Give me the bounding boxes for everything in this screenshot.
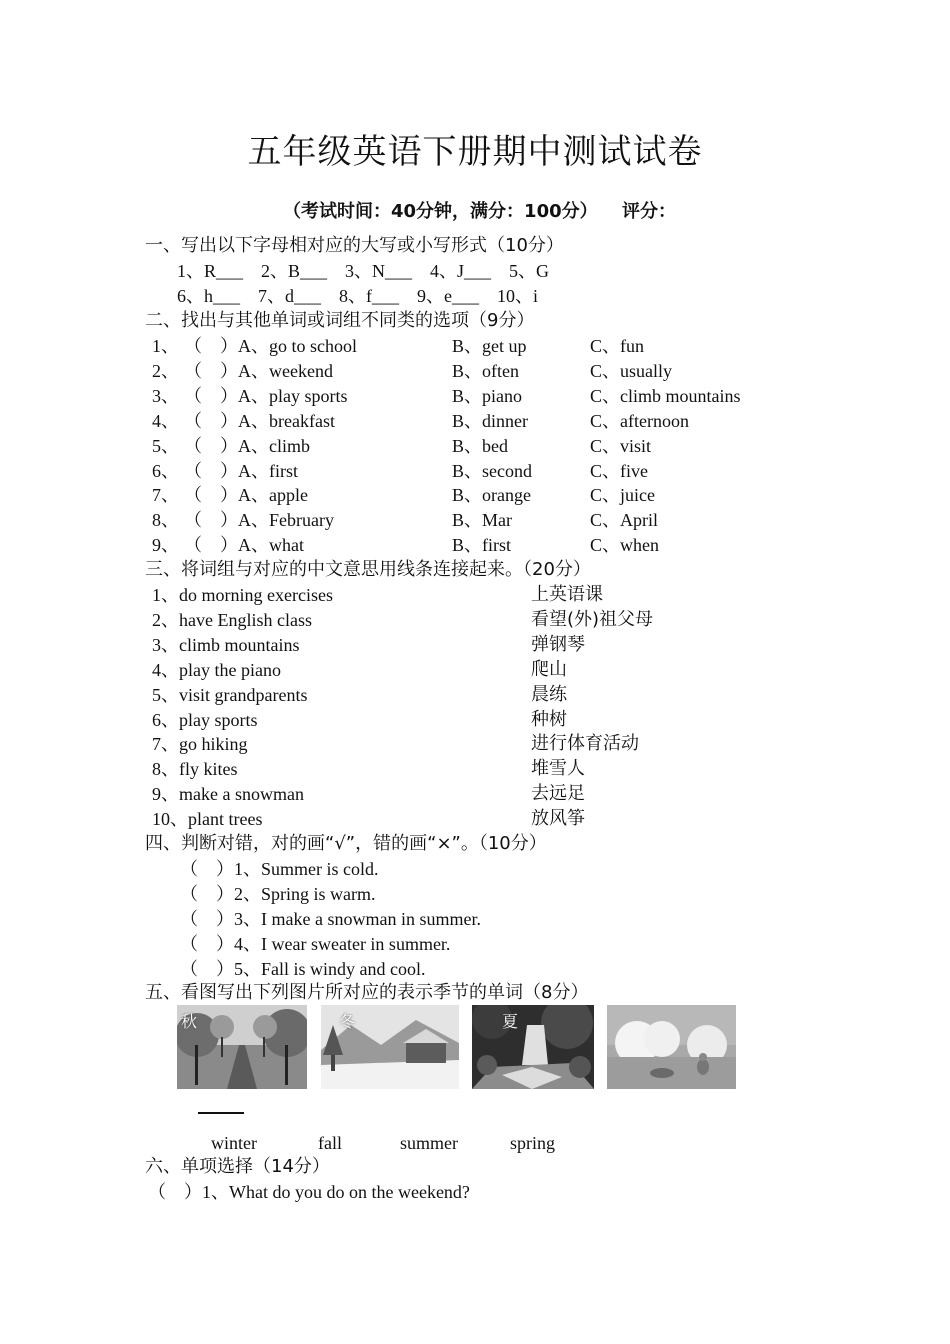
section3-meaning: 种树 [531, 708, 567, 730]
section3-phrase: 10、plant trees [152, 809, 263, 830]
section2-option-a: A、weekend [238, 360, 333, 381]
section3-phrase: 7、go hiking [152, 734, 248, 755]
page-title: 五年级英语下册期中测试试卷 [247, 132, 703, 172]
winter-picture [321, 1005, 459, 1089]
exam-info: （考试时间：40分钟，满分：100分） [283, 201, 598, 222]
section2-option-b: B、dinner [452, 410, 528, 431]
section3-phrase: 5、visit grandparents [152, 684, 308, 705]
section2-option-c: C、visit [590, 435, 652, 456]
section2-option-b: B、orange [452, 485, 531, 506]
section2-answer-paren: （ ） [184, 460, 238, 481]
word-fall: fall [318, 1133, 342, 1153]
section4-statement: （ ）2、Spring is warm. [180, 883, 376, 904]
section4-statement: （ ）5、Fall is windy and cool. [180, 958, 426, 979]
section2-option-c: C、juice [590, 485, 655, 506]
section2-option-c: C、afternoon [590, 410, 689, 431]
section1-row1: 1、R___ 2、B___ 3、N___ 4、J___ 5、G [177, 261, 550, 281]
section2-item-number: 2、 [152, 360, 179, 381]
section2-option-c: C、usually [590, 360, 673, 381]
section2-item-number: 6、 [152, 460, 179, 481]
section2-answer-paren: （ ） [184, 336, 238, 356]
section2-item-number: 4、 [152, 410, 179, 431]
autumn-label: 秋 [181, 1012, 198, 1031]
word-summer: summer [400, 1133, 458, 1153]
section3-phrase: 8、fly kites [152, 759, 238, 780]
section2-answer-paren: （ ） [184, 385, 238, 406]
answer-line [198, 1112, 244, 1114]
summer-picture [472, 1005, 594, 1089]
section4-statement: （ ）1、Summer is cold. [180, 859, 379, 879]
section2-item-number: 7、 [152, 485, 179, 506]
section2-answer-paren: （ ） [184, 435, 238, 456]
section2-option-b: B、second [452, 460, 532, 481]
section2-heading: 二、找出与其他单词或词组不同类的选项（9分） [145, 310, 535, 331]
section2-answer-paren: （ ） [184, 485, 238, 506]
section2-option-a: A、go to school [238, 336, 357, 356]
section1-row2: 6、h___ 7、d___ 8、f___ 9、e___ 10、i [177, 286, 538, 306]
section2-item-number: 5、 [152, 435, 179, 456]
section2-item-number: 8、 [152, 510, 179, 531]
section3-meaning: 去远足 [531, 783, 585, 805]
word-winter: winter [211, 1133, 257, 1153]
section5-heading: 五、看图写出下列图片所对应的表示季节的单词（8分） [145, 982, 589, 1003]
section3-meaning: 看望(外)祖父母 [531, 608, 654, 630]
section2-item-number: 1、 [152, 336, 179, 356]
section2-answer-paren: （ ） [184, 535, 238, 556]
section3-phrase: 4、play the piano [152, 659, 281, 680]
section4-statement: （ ）3、I make a snowman in summer. [180, 908, 481, 929]
section2-option-a: A、play sports [238, 385, 348, 406]
section3-meaning: 进行体育活动 [531, 733, 639, 755]
section2-option-b: B、first [452, 535, 512, 556]
section4-statement: （ ）4、I wear sweater in summer. [180, 933, 451, 954]
section2-option-a: A、February [238, 510, 334, 531]
section6-question-1: （ ）1、What do you do on the weekend? [148, 1182, 470, 1202]
section3-heading: 三、将词组与对应的中文意思用线条连接起来。（20分） [145, 559, 591, 580]
section3-phrase: 6、play sports [152, 709, 258, 730]
section2-option-a: A、breakfast [238, 410, 335, 431]
section3-meaning: 晨练 [531, 683, 567, 705]
section1-heading: 一、写出以下字母相对应的大写或小写形式（10分） [145, 235, 564, 256]
section3-phrase: 9、make a snowman [152, 784, 304, 805]
section2-answer-paren: （ ） [184, 410, 238, 431]
summer-label: 夏 [502, 1012, 519, 1031]
section2-option-a: A、what [238, 535, 304, 556]
section3-phrase: 3、climb mountains [152, 634, 300, 655]
winter-label: 冬 [339, 1012, 356, 1031]
section2-option-c: C、when [590, 535, 659, 556]
section2-answer-paren: （ ） [184, 510, 238, 531]
section3-phrase: 2、have English class [152, 609, 312, 630]
word-spring: spring [510, 1133, 555, 1153]
autumn-picture [177, 1005, 307, 1089]
section3-meaning: 弹钢琴 [531, 633, 585, 655]
section2-option-b: B、get up [452, 336, 527, 356]
section6-heading: 六、单项选择（14分） [145, 1156, 330, 1177]
section2-option-a: A、climb [238, 435, 310, 456]
section2-item-number: 9、 [152, 535, 179, 556]
section2-answer-paren: （ ） [184, 360, 238, 381]
section3-meaning: 放风筝 [531, 808, 585, 830]
section3-phrase: 1、do morning exercises [152, 585, 333, 605]
section3-meaning: 爬山 [531, 658, 567, 680]
section2-option-c: C、April [590, 510, 659, 531]
section3-meaning: 堆雪人 [531, 758, 585, 780]
section2-option-b: B、piano [452, 385, 522, 406]
section2-option-a: A、first [238, 460, 298, 481]
section2-option-b: B、Mar [452, 510, 512, 531]
section2-option-b: B、often [452, 360, 519, 381]
section2-option-b: B、bed [452, 435, 508, 456]
spring-picture [607, 1005, 736, 1089]
section2-option-c: C、climb mountains [590, 385, 741, 406]
section2-option-c: C、five [590, 460, 648, 481]
section4-heading: 四、判断对错，对的画“√”，错的画“×”。（10分） [145, 833, 547, 854]
section2-option-c: C、fun [590, 336, 644, 356]
section2-option-a: A、apple [238, 485, 308, 506]
score-label: 评分： [622, 201, 676, 222]
section2-item-number: 3、 [152, 385, 179, 406]
section3-meaning: 上英语课 [531, 584, 603, 605]
